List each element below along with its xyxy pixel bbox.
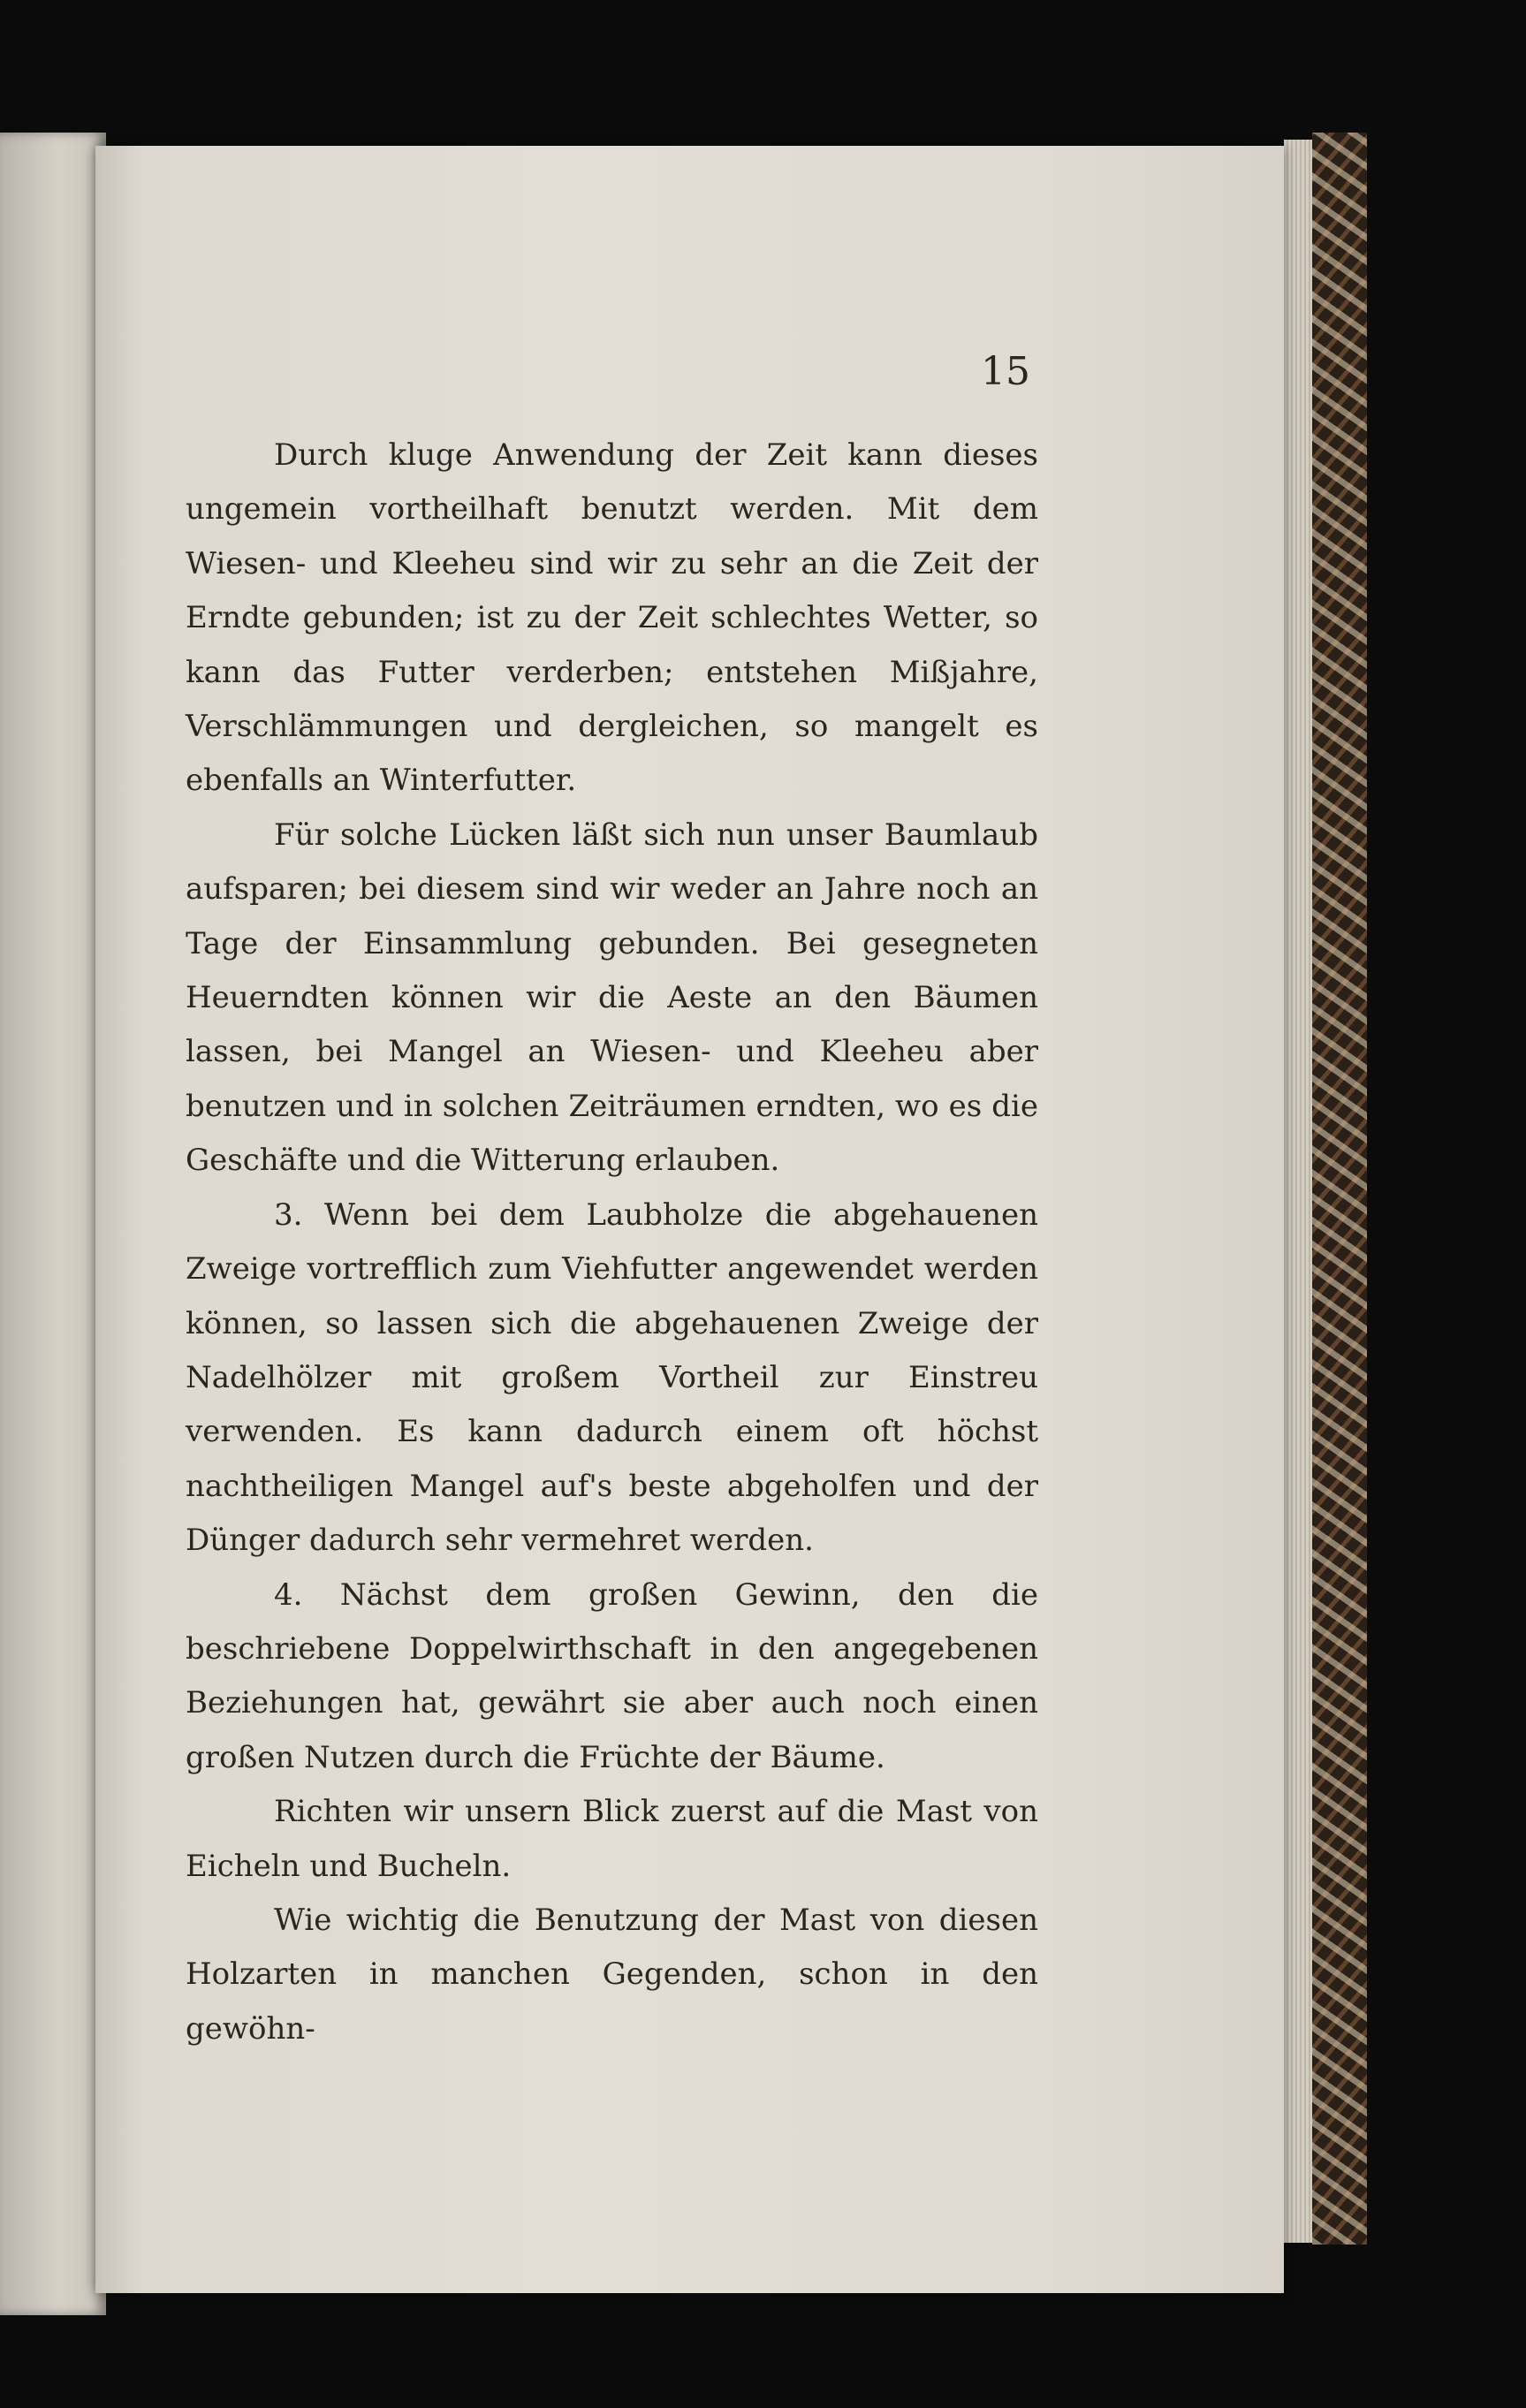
page-number: 15 xyxy=(981,349,1030,394)
paragraph-1: Durch kluge Anwendung der Zeit kann dieses ungemein vortheilhaft benutzt werden. Mit dem Wiesen- und Kleeheu sind wir zu sehr an die Zeit der Erndte gebunden; ist zu der Zeit schlechtes Wetter, so kann das Futter verderben; entstehen Mißjahre, Verschlämmungen und dergleichen, so mangelt es ebenfalls an Winterfutter. xyxy=(186,437,1038,799)
marbled-cover-edge xyxy=(1312,133,1367,2245)
paragraph-2: Für solche Lücken läßt sich nun unser Baumlaub aufsparen; bei diesem sind wir weder an Jahre noch an Tage der Einsammlung gebunden. Bei gesegneten Heuerndten können wir die Aeste an den Bäumen lassen, bei Mangel an Wiesen- und Kleeheu aber benutzen und in solchen Zeiträumen erndten, wo es die Geschäfte und die Witterung erlauben. xyxy=(186,817,1038,1179)
page-text xyxy=(186,429,1038,2056)
left-page-edge xyxy=(0,133,106,2315)
paragraph-3: 3. Wenn bei dem Laubholze die abgehauenen Zweige vortrefflich zum Viehfutter angewendet werden können, so lassen sich die abgehauenen Zweige der Nadelhölzer mit großem Vortheil zur Einstreu verwenden. Es kann dadurch einem oft höchst nachtheiligen Mangel auf's beste abgeholfen und der Dünger dadurch sehr vermehret werden. xyxy=(186,1196,1038,1559)
page-fore-edge xyxy=(1284,140,1312,2243)
paragraph-4: 4. Nächst dem großen Gewinn, den die beschriebene Doppelwirthschaft in den angegebenen Beziehungen hat, gewährt sie aber auch noch einen großen Nutzen durch die Früchte der Bäume. xyxy=(186,1576,1038,1775)
paragraph-6: Wie wichtig die Benutzung der Mast von diesen Holzarten in manchen Gegenden, schon in den gewöhn- xyxy=(186,1902,1038,2047)
paragraph-5: Richten wir unsern Blick zuerst auf die Mast von Eicheln und Bucheln. xyxy=(186,1794,1038,1884)
